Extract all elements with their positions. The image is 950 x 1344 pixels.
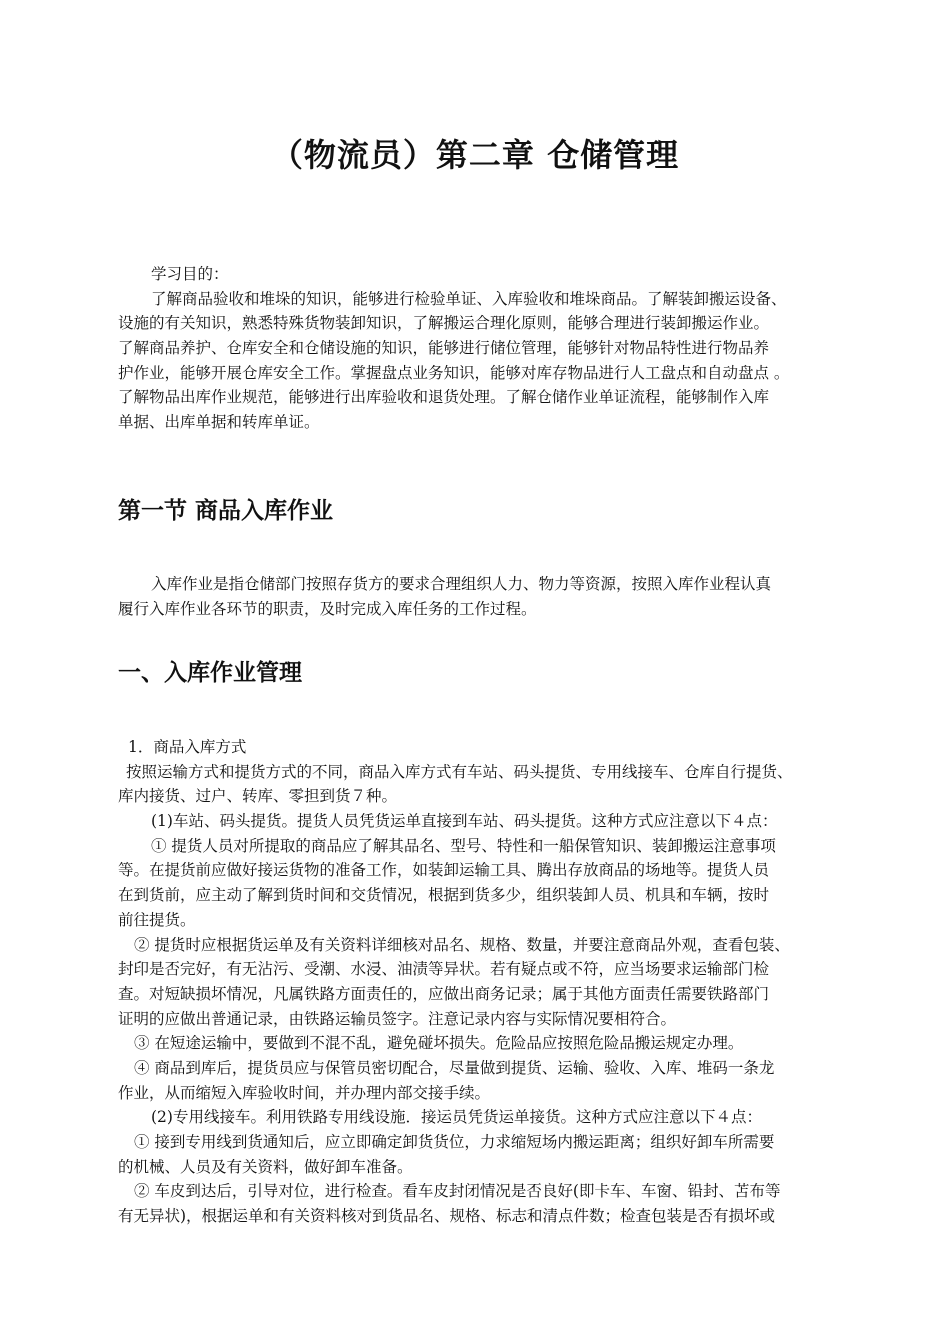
body-line: 证明的应做出普通记录，由铁路运输员签字。注意记录内容与实际情况要相符合。 <box>118 1009 677 1028</box>
section-heading: 第一节 商品入库作业 <box>118 498 334 524</box>
body-line: ③ 在短途运输中，要做到不混不乱，避免碰坏损失。危险品应按照危险品搬运规定办理。 <box>134 1034 744 1053</box>
subsection-heading: 一、入库作业管理 <box>118 660 302 686</box>
intro-line: 护作业，能够开展仓库安全工作。掌握盘点业务知识，能够对库存物品进行人工盘点和自动盘点 。 <box>118 363 790 382</box>
intro-line: 设施的有关知识，熟悉特殊货物装卸知识，了解搬运合理化原则，能够合理进行装卸搬运作业。 <box>118 314 770 333</box>
intro-paragraph <box>118 262 848 435</box>
section-line: 履行入库作业各环节的职责，及时完成入库任务的工作过程。 <box>118 599 537 618</box>
body-line: 的机械、人员及有关资料，做好卸车准备。 <box>118 1157 413 1176</box>
body-line: 库内接货、过户、转库、零担到货７种。 <box>118 787 398 806</box>
intro-line: 了解商品验收和堆垛的知识，能够进行检验单证、入库验收和堆垛商品。了解装卸搬运设备、 <box>151 289 787 308</box>
body-line: 封印是否完好，有无沾污、受潮、水浸、油渍等异状。若有疑点或不符，应当场要求运输部门检 <box>118 960 770 979</box>
intro-line: 了解商品养护、仓库安全和仓储设施的知识，能够进行储位管理，能够针对物品特性进行物品养 <box>118 339 770 358</box>
body-line: ① 提货人员对所提取的商品应了解其品名、型号、特性和一船保管知识、装卸搬运注意事项 <box>151 836 776 855</box>
page-title: （物流员）第二章 仓储管理 <box>270 136 680 174</box>
body-line: (1)车站、码头提货。提货人员凭货运单直接到车站、码头提货。这种方式应注意以下４点： <box>151 812 778 831</box>
section-paragraph <box>118 572 848 621</box>
body-line: 查。对短缺损坏情况，凡属铁路方面责任的，应做出商务记录；属于其他方面责任需要铁路部门 <box>118 984 770 1003</box>
body-line: 前往提货。 <box>118 910 196 929</box>
intro-line: 了解物品出库作业规范，能够进行出库验收和退货处理。了解仓储作业单证流程，能够制作入库 <box>118 388 770 407</box>
body-line: ① 接到专用线到货通知后，应立即确定卸货货位，力求缩短场内搬运距离；组织好卸车所需要 <box>134 1133 775 1151</box>
body-line: 作业，从而缩短入库验收时间，并办理内部交接手续。 <box>118 1083 491 1102</box>
body-line: (2)专用线接车。利用铁路专用线设施．接运员凭货运单接货。这种方式应注意以下４点： <box>151 1108 762 1127</box>
body-line: ② 车皮到达后，引导对位，进行检查。看车皮封闭情况是否良好(即卡车、车窗、铅封、苫布等 <box>134 1182 781 1201</box>
body-paragraph <box>118 735 848 1229</box>
body-line: 等。在提货前应做好接运货物的准备工作，如装卸运输工具、腾出存放商品的场地等。提货人员 <box>118 861 770 880</box>
body-line: 1．商品入库方式 <box>128 738 247 756</box>
body-line: 在到货前，应主动了解到货时间和交货情况，根据到货多少，组织装卸人员、机具和车辆，按时 <box>118 886 770 905</box>
intro-label: 学习目的： <box>151 265 229 283</box>
body-line: 有无异状)，根据运单和有关资料核对到货品名、规格、标志和清点件数；检查包装是否有损坏或 <box>118 1207 776 1226</box>
section-line: 入库作业是指仓储部门按照存货方的要求合理组织人力、物力等资源，按照入库作业程认真 <box>151 575 772 593</box>
intro-line: 单据、出库单据和转库单证。 <box>118 413 320 432</box>
body-line: 按照运输方式和提货方式的不同，商品入库方式有车站、码头提货、专用线接车、仓库自行提货、 <box>126 762 793 781</box>
body-line: ② 提货时应根据货运单及有关资料详细核对品名、规格、数量，并要注意商品外观，查看包装、 <box>134 935 790 954</box>
body-line: ④ 商品到库后，提货员应与保管员密切配合，尽量做到提货、运输、验收、入库、堆码一条龙 <box>134 1058 775 1077</box>
